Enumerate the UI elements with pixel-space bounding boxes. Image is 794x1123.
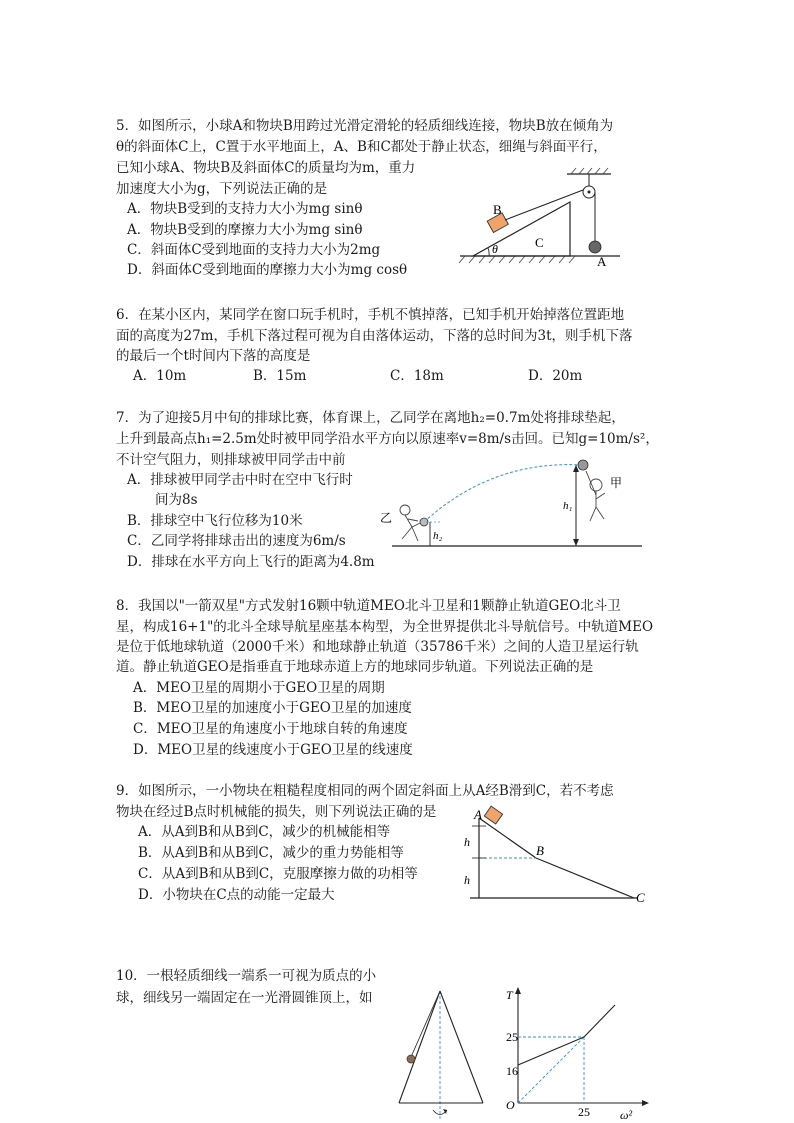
q7-fig-h2: h₂ bbox=[433, 530, 443, 542]
q5-option-a: A．物块B受到的支持力大小为mg sinθ bbox=[127, 201, 363, 217]
q8-line1: 8．我国以"一箭双星"方式发射16颗中轨道MEO北斗卫星和1颗静止轨道GEO北斗卫 bbox=[116, 598, 621, 614]
q7-line2: 上升到最高点h₁=2.5m处时被甲同学沿水平方向以原速率v=8m/s击回。已知g=10m/s²， bbox=[116, 431, 659, 447]
q9-line2: 物块在经过B点时机械能的损失，则下列说法正确的是 bbox=[116, 804, 437, 820]
q6-option-d: D．20m bbox=[528, 368, 583, 384]
q10-graph-x25: 25 bbox=[578, 1105, 590, 1119]
q5-fig-theta: θ bbox=[492, 242, 498, 256]
q9-line1: 9．如图所示，一小物块在粗糙程度相同的两个固定斜面上从A经B滑到C，若不考虑 bbox=[116, 783, 614, 799]
q10-line1: 10．一根轻质细线一端系一可视为质点的小 bbox=[116, 968, 377, 984]
q6-line3: 的最后一个t时间内下落的高度是 bbox=[116, 348, 311, 364]
q5-line2: θ的斜面体C上，C置于水平地面上，A、B和C都处于静止状态，细绳与斜面平行， bbox=[116, 139, 607, 155]
q7-option-d: D．排球在水平方向上飞行的距离为4.8m bbox=[127, 554, 375, 570]
q6-option-b: B．15m bbox=[253, 368, 307, 384]
q9-option-a: A．从A到B和从B到C，减少的机械能相等 bbox=[138, 824, 391, 840]
q8-option-a: A．MEO卫星的周期小于GEO卫星的周期 bbox=[133, 680, 385, 696]
q10-cone-figure bbox=[395, 985, 490, 1123]
q5-option-d: D．斜面体C受到地面的摩擦力大小为mg cosθ bbox=[127, 262, 408, 278]
q7-option-a: A．排球被甲同学击中时在空中飞行时 bbox=[127, 472, 353, 488]
q7-volleyball-figure bbox=[372, 455, 644, 555]
q5-line4: 加速度大小为g，下列说法正确的是 bbox=[116, 181, 328, 197]
q9-option-c: C．从A到B和从B到C，克服摩擦力做的功相等 bbox=[138, 866, 418, 882]
q7-fig-jia: 甲 bbox=[610, 476, 623, 490]
q9-two-slopes-figure bbox=[462, 805, 652, 905]
q6-line2: 面的高度为27m，手机下落过程可视为自由落体运动，下落的总时间为3t，则手机下落 bbox=[116, 328, 633, 344]
q8-line2: 星，构成16+1"的北斗全球导航星座基本构型，为全世界提供北斗导航信号。中轨道MEO bbox=[116, 619, 654, 635]
q5-line3: 已知小球A、物块B及斜面体C的质量均为m，重力 bbox=[116, 160, 416, 176]
q10-line2: 球，细线另一端固定在一光滑圆锥顶上，如 bbox=[116, 990, 373, 1006]
q7-player-yi bbox=[400, 505, 420, 541]
q8-line4: 道。静止轨道GEO是指垂直于地球赤道上方的地球同步轨道。下列说法正确的是 bbox=[116, 659, 594, 675]
q10-graph-y25: 25 bbox=[506, 1030, 518, 1044]
q7-line1: 7．为了迎接5月中旬的排球比赛，体育课上，乙同学在离地h₂=0.7m处将排球垫起， bbox=[116, 410, 625, 426]
q5-fig-label-c: C bbox=[535, 235, 544, 250]
q7-fig-h1: h₁ bbox=[563, 500, 573, 512]
q7-option-c: C．乙同学将排球击出的速度为6m/s bbox=[127, 533, 346, 549]
q5-option-b: A．物块B受到的摩擦力大小为mg sinθ bbox=[127, 222, 363, 238]
q6-option-c: C．18m bbox=[390, 368, 444, 384]
q10-graph-omega-label: ω² bbox=[620, 1108, 633, 1122]
q6-option-a: A．10m bbox=[133, 368, 187, 384]
q5-fig-label-a: A bbox=[597, 254, 607, 269]
q5-fig-label-b: B bbox=[493, 202, 502, 217]
q9-fig-h-upper: h bbox=[464, 835, 470, 849]
q9-fig-a: A bbox=[474, 807, 482, 822]
q7-line3: 不计空气阻力，则排球被甲同学击中前 bbox=[116, 452, 346, 468]
q7-fig-yi: 乙 bbox=[380, 511, 393, 525]
q10-t-vs-omega-graph bbox=[505, 985, 655, 1123]
q10-graph-y16: 16 bbox=[506, 1064, 518, 1078]
q5-incline-figure bbox=[455, 168, 625, 268]
q7-player-jia bbox=[586, 471, 605, 521]
q9-fig-h-lower: h bbox=[464, 873, 470, 887]
q10-graph-t-label: T bbox=[506, 988, 513, 1002]
q7-option-a-cont: 间为8s bbox=[155, 492, 198, 508]
q9-option-d: D．小物块在C点的动能一定最大 bbox=[138, 887, 335, 903]
q8-option-d: D．MEO卫星的线速度小于GEO卫星的线速度 bbox=[133, 742, 413, 758]
q5-option-c: C．斜面体C受到地面的支持力大小为2mg bbox=[127, 242, 381, 258]
q8-line3: 是位于低地球轨道（2000千米）和地球静止轨道（35786千米）之间的人造卫星运行轨 bbox=[116, 639, 639, 655]
q9-option-b: B．从A到B和从B到C，减少的重力势能相等 bbox=[138, 845, 404, 861]
q8-option-c: C．MEO卫星的角速度小于地球自转的角速度 bbox=[133, 721, 408, 737]
q9-fig-c: C bbox=[636, 890, 645, 905]
q6-line1: 6．在某小区内，某同学在窗口玩手机时，手机不慎掉落，已知手机开始掉落位置距地 bbox=[116, 307, 625, 323]
q5-line1: 5．如图所示，小球A和物块B用跨过光滑定滑轮的轻质细线连接，物块B放在倾角为 bbox=[116, 118, 614, 134]
q7-option-b: B．排球空中飞行位移为10米 bbox=[127, 513, 303, 529]
q9-fig-b: B bbox=[536, 843, 544, 858]
q8-option-b: B．MEO卫星的加速度小于GEO卫星的加速度 bbox=[133, 700, 412, 716]
q10-graph-origin: O bbox=[506, 1098, 515, 1112]
